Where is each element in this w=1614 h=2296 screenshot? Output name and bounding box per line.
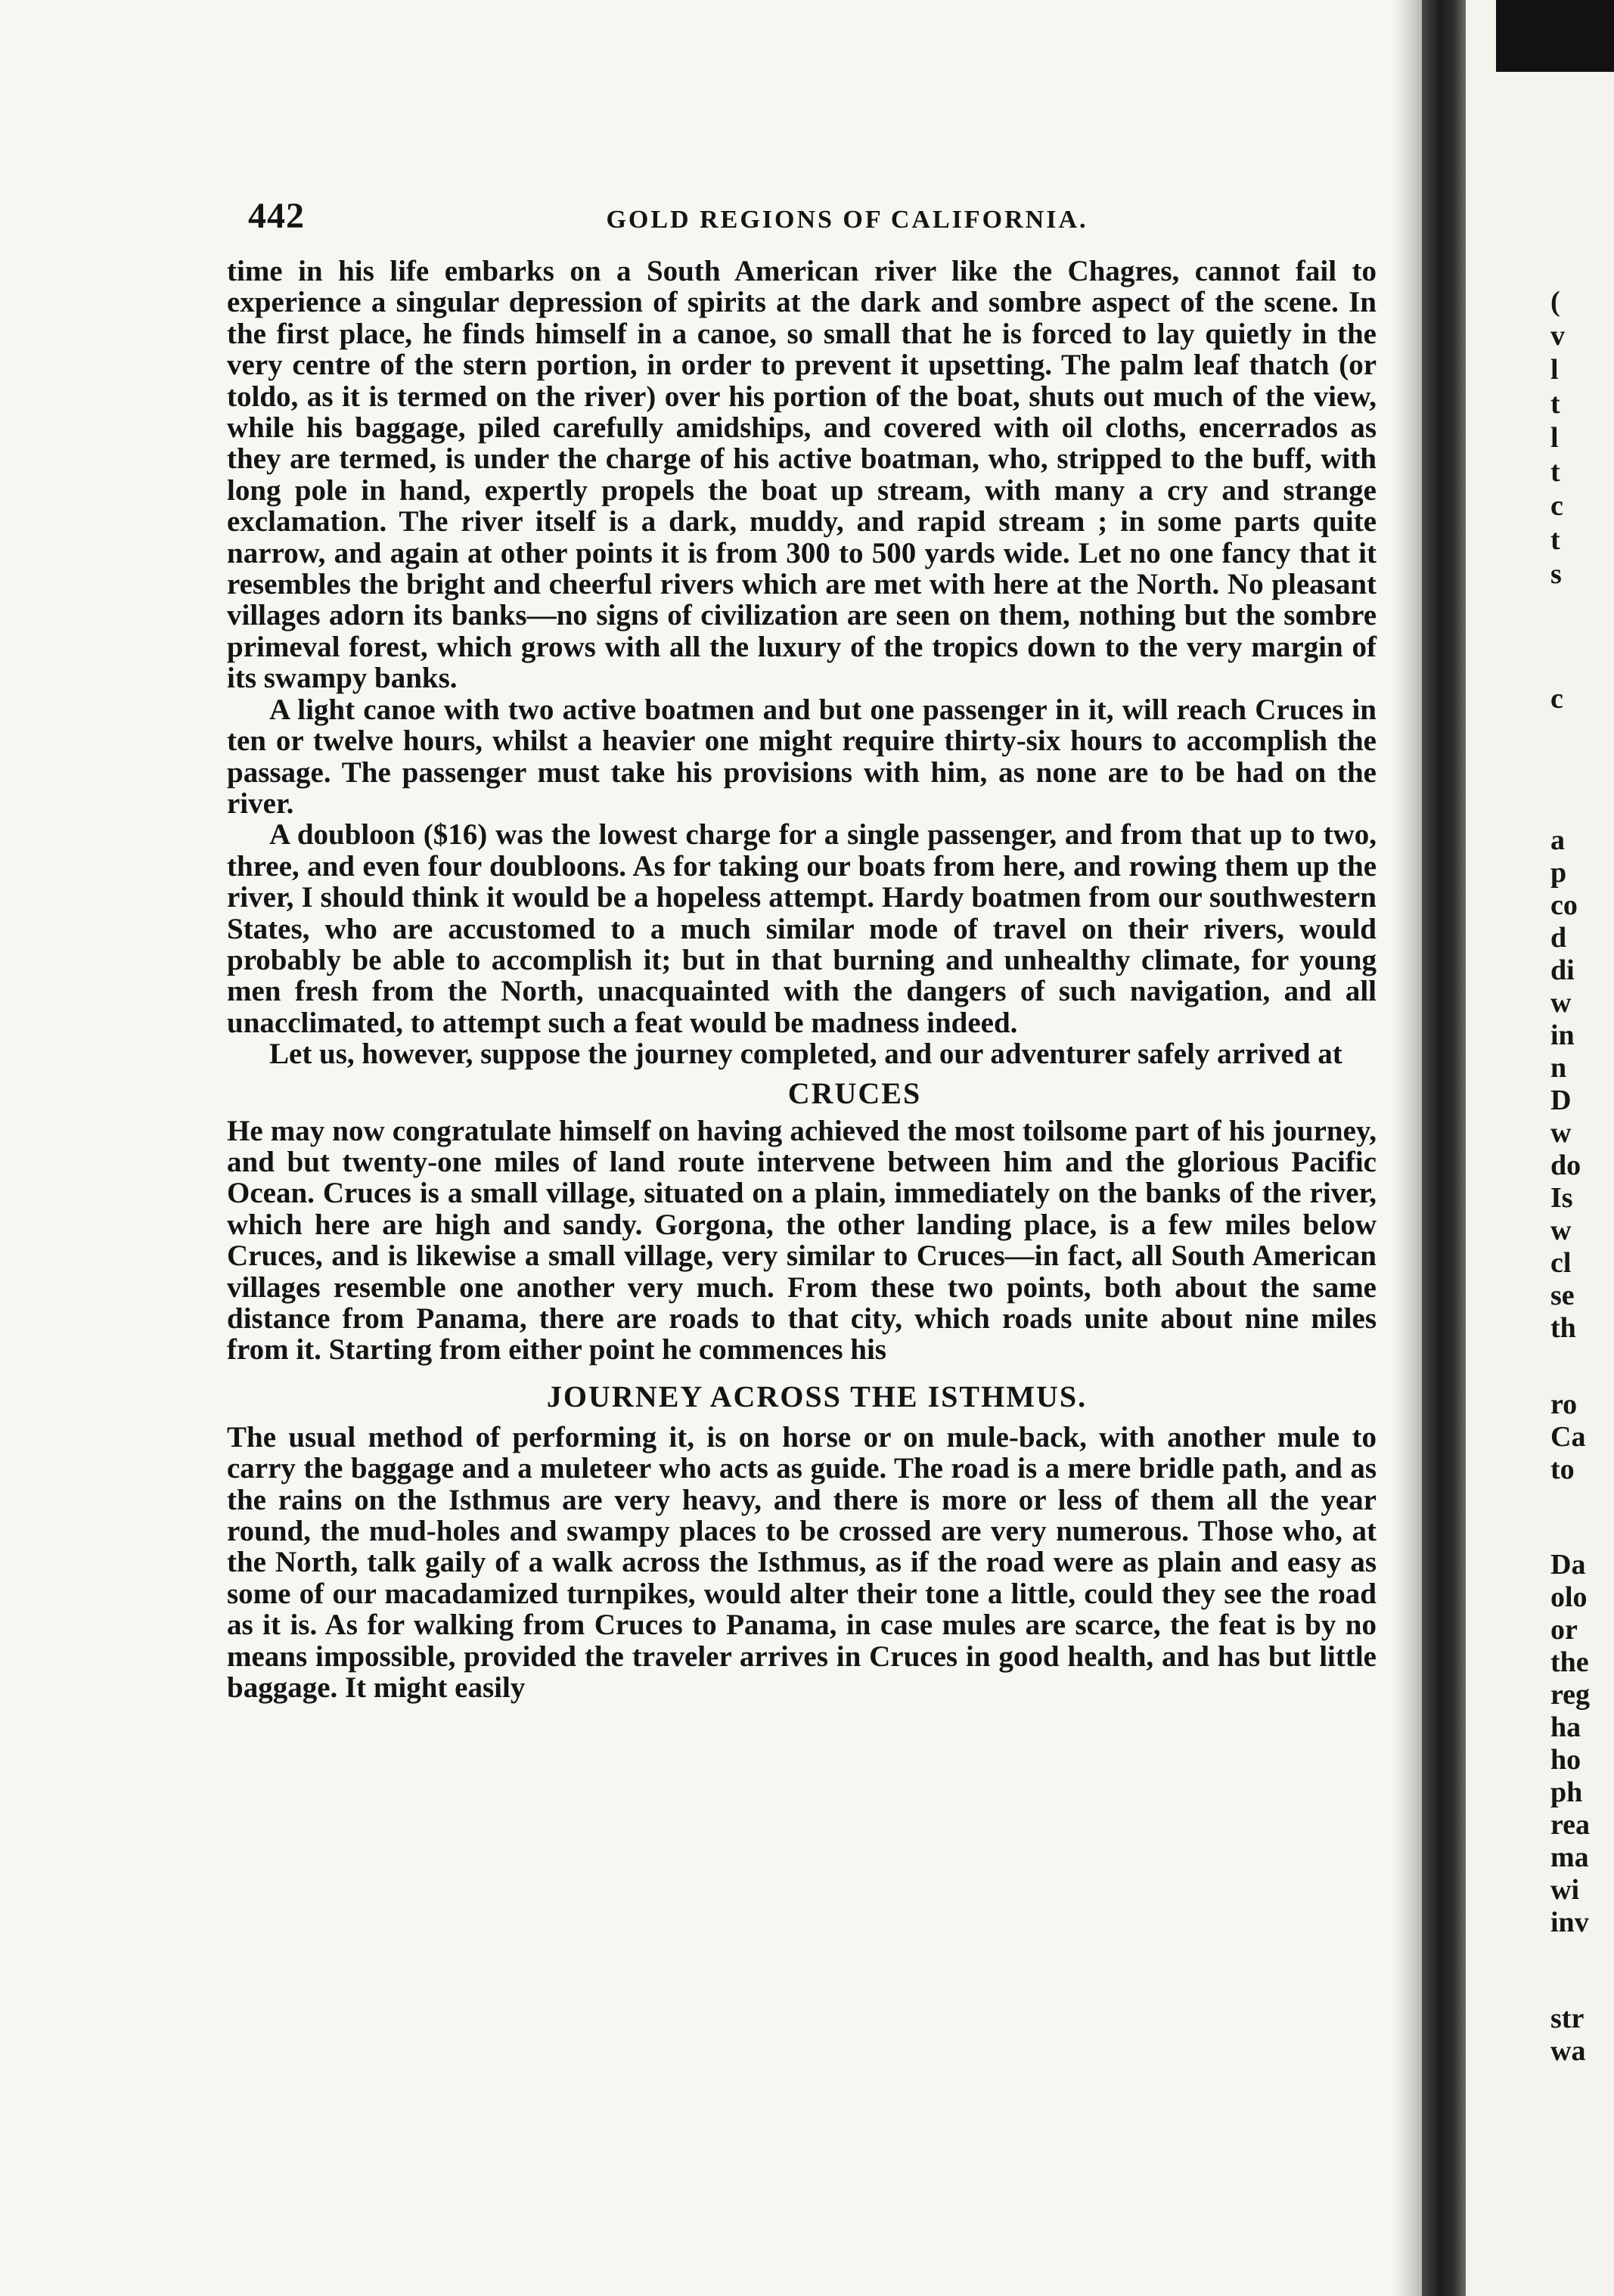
facing-fragment: ma bbox=[1550, 1841, 1589, 1873]
facing-fragment: or bbox=[1550, 1614, 1578, 1646]
paragraph: The usual method of performing it, is on horse or on mule-back, with another mule to carry the baggage and a muleteer who acts as guide. The road is a mere bridle path, and as the rains on the Isthmus are very heavy, and there is more or less of them all the year round, the mud-holes and swampy places to be crossed are very numerous. Those who, at the North, talk gaily of a walk across the Isthmus, as if the road were as plain and easy as some of our macadamized turnpikes, would alter their tone a little, could they see the road as it is. As for walking from Cruces to Panama, in case mules are scarce, the feat is by no means impossible, provided the traveler arrives in Cruces in good health, and has but little baggage. It might easily bbox=[227, 1420, 1377, 1705]
paragraph: A doubloon ($16) was the lowest charge for a single passenger, and from that up to two, three, and even four doubloons. As for taking our boats from here, and rowing them up the river, I should think it would be a hopeless attempt. Hardy boatmen from our southwestern States, who are accustomed to a much similar mode of travel on their rivers, would probably be able to accomplish it; but in that burning and unhealthy climate, for young men fresh from the North, unacquainted with the dangers of such navigation, and all unacclimated, to attempt such a feat would be madness indeed. bbox=[227, 818, 1377, 1039]
facing-fragment: wa bbox=[1550, 2035, 1586, 2067]
facing-fragment: Is bbox=[1550, 1182, 1573, 1214]
facing-fragment: t bbox=[1550, 524, 1560, 556]
facing-fragment: str bbox=[1550, 2003, 1585, 2034]
facing-fragment: l bbox=[1550, 422, 1559, 454]
facing-fragment: c bbox=[1550, 490, 1563, 522]
facing-fragment: n bbox=[1550, 1052, 1567, 1084]
facing-fragment: ( bbox=[1550, 286, 1560, 318]
facing-fragment: s bbox=[1550, 558, 1562, 590]
facing-fragment: w bbox=[1550, 987, 1572, 1019]
facing-fragment: d bbox=[1550, 922, 1567, 954]
page-number: 442 bbox=[248, 196, 305, 236]
facing-fragment: Da bbox=[1550, 1549, 1586, 1581]
facing-fragment: in bbox=[1550, 1019, 1575, 1051]
facing-fragment: v bbox=[1550, 320, 1565, 352]
facing-page-edge bbox=[1466, 0, 1614, 2296]
facing-fragment: the bbox=[1550, 1646, 1589, 1678]
facing-fragment: p bbox=[1550, 857, 1567, 889]
facing-fragment: t bbox=[1550, 388, 1560, 420]
facing-fragment: do bbox=[1550, 1150, 1581, 1181]
facing-fragment: to bbox=[1550, 1454, 1575, 1485]
facing-fragment: c bbox=[1550, 683, 1563, 715]
paragraph: He may now congratulate himself on having achieved the most toilsome part of his journey, and but twenty-one miles of land route intervene between him and the glorious Pacific Ocean. Cruces is a small village, situated on a plain, immediately on the banks of the river, which here are high and sandy. Gorgona, the other landing place, is a few miles below Cruces, and is likewise a small village, very similar to Cruces—in fact, all South American villages resemble one another very much. From these two points, both about the same distance from Panama, there are roads to that city, which roads unite about nine miles from it. Starting from either point he commences his bbox=[227, 1114, 1377, 1367]
facing-fragment: wi bbox=[1550, 1874, 1579, 1906]
section-heading-cruces: CRUCES bbox=[787, 1075, 922, 1110]
facing-fragment: l bbox=[1550, 354, 1559, 386]
facing-fragment: t bbox=[1550, 456, 1560, 488]
facing-fragment: co bbox=[1550, 889, 1578, 921]
facing-fragment: D bbox=[1550, 1084, 1572, 1116]
paragraph: A light canoe with two active boatmen and but one passenger in it, will reach Cruces in ten or twelve hours, whilst a heavier one might require thirty-six hours to accomplish the passage. The passenger must take his provisions with him, as none are to be had on the river. bbox=[227, 693, 1377, 820]
facing-fragment: se bbox=[1550, 1280, 1575, 1311]
section-heading-journey: JOURNEY ACROSS THE ISTHMUS. bbox=[546, 1379, 1088, 1413]
running-head: GOLD REGIONS OF CALIFORNIA. bbox=[606, 206, 1088, 234]
facing-fragment: Ca bbox=[1550, 1421, 1586, 1453]
facing-fragment: w bbox=[1550, 1117, 1572, 1149]
facing-fragment: ho bbox=[1550, 1744, 1581, 1776]
main-text bbox=[227, 256, 1377, 1703]
page-body bbox=[227, 189, 1377, 1703]
facing-fragment: di bbox=[1550, 954, 1575, 986]
book-gutter bbox=[1422, 0, 1466, 2296]
facing-fragment: inv bbox=[1550, 1907, 1589, 1938]
facing-fragment: ha bbox=[1550, 1711, 1581, 1743]
facing-fragment: reg bbox=[1550, 1679, 1591, 1711]
facing-fragment: th bbox=[1550, 1312, 1576, 1344]
paragraph-continued: time in his life embarks on a South American river like the Chagres, cannot fail to experience a singular depression of spirits at the dark and sombre aspect of the scene. In the first place, he finds himself in a canoe, so small that he is forced to lay quietly in the very centre of the stern portion, in order to prevent it upsetting. The palm leaf thatch (or toldo, as it is termed on the river) over his portion of the boat, shuts out much of the view, while his baggage, piled carefully amidships, and covered with oil cloths, encerrados as they are termed, is under the charge of his active boatman, who, stripped to the buff, with long pole in hand, expertly propels the boat up stream, with many a cry and strange exclamation. The river itself is a dark, muddy, and rapid stream ; in some parts quite narrow, and again at other points it is from 300 to 500 yards wide. Let no one fancy that it resembles the bright and cheerful rivers which are met with here at the North. No pleasant villages adorn its banks—no signs of civilization are seen on them, nothing but the sombre primeval forest, which grows with all the luxury of the tropics down to the very margin of its swampy banks. bbox=[227, 255, 1377, 695]
gutter-shadow bbox=[1392, 0, 1422, 2296]
facing-page-dark-corner bbox=[1496, 0, 1614, 72]
facing-fragment: ro bbox=[1550, 1388, 1578, 1420]
facing-fragment: rea bbox=[1550, 1809, 1591, 1841]
facing-fragment: a bbox=[1550, 824, 1565, 856]
facing-fragment: cl bbox=[1550, 1247, 1572, 1279]
facing-fragment: olo bbox=[1550, 1581, 1588, 1613]
facing-fragment: w bbox=[1550, 1215, 1572, 1246]
paragraph: Let us, however, suppose the journey completed, and our adventurer safely arrived at bbox=[269, 1038, 1342, 1071]
facing-fragment: ph bbox=[1550, 1776, 1583, 1808]
page-header bbox=[227, 189, 1377, 242]
